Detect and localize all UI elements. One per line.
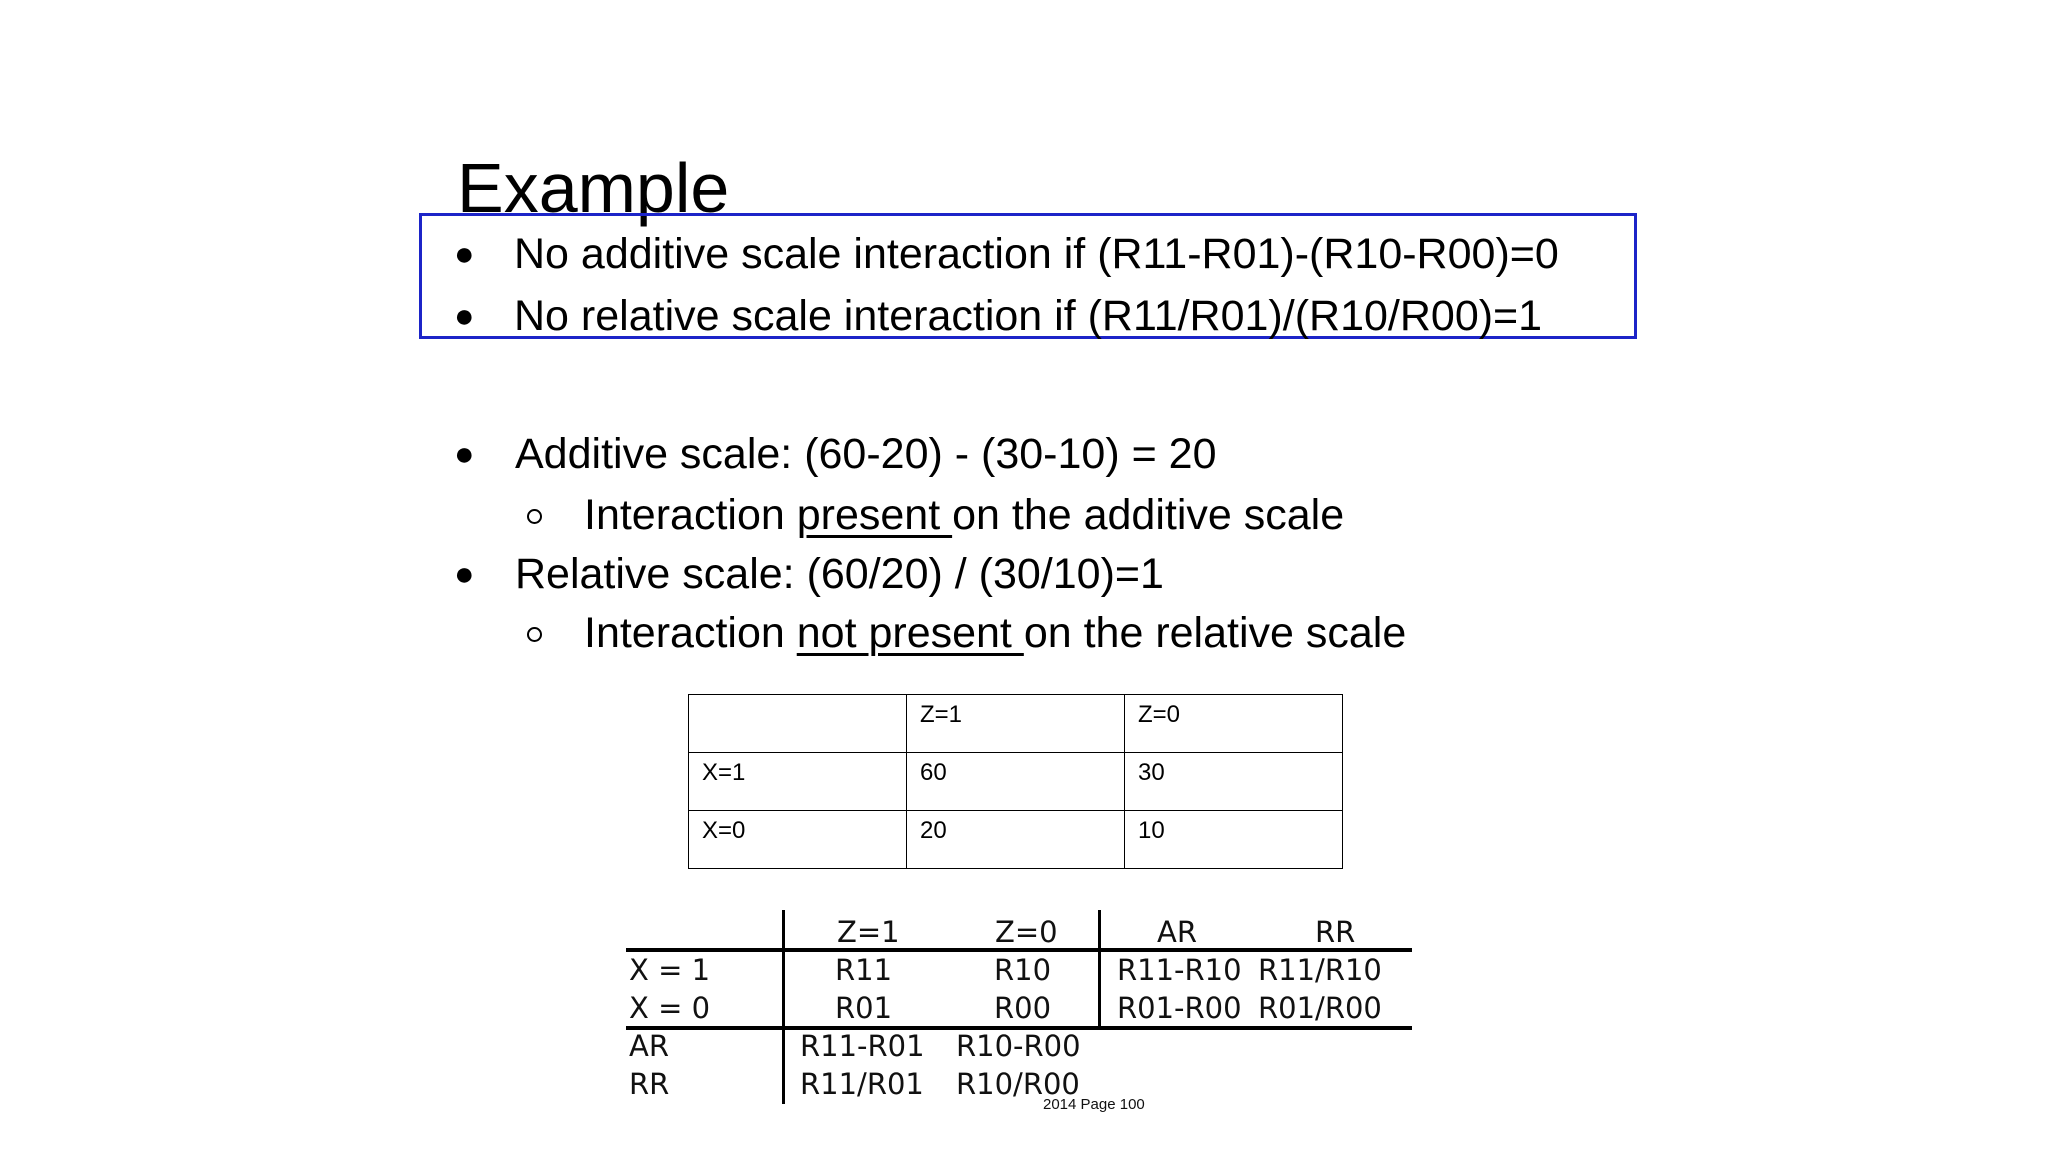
table-cell: R10-R00 <box>956 1029 1081 1063</box>
bullet: ● <box>454 435 475 473</box>
col-header: Z=1 <box>837 915 900 949</box>
col-header: AR <box>1157 915 1197 949</box>
table-cell: R11-R01 <box>800 1029 925 1063</box>
relative-interaction-line <box>584 608 1406 658</box>
table-cell <box>689 695 907 753</box>
table-cell: R01-R00 <box>1117 991 1242 1025</box>
row-label: RR <box>629 1067 670 1101</box>
table-row <box>689 753 1343 811</box>
table-cell: R01 <box>835 991 893 1025</box>
col-header: RR <box>1315 915 1356 949</box>
definition-relative: No relative scale interaction if (R11/R01)/(R10/R00)=1 <box>514 292 1543 340</box>
row-label: X = 1 <box>629 953 711 987</box>
bullet: ● <box>454 297 475 335</box>
table-cell: R11 <box>835 953 893 987</box>
table-row <box>689 695 1343 753</box>
table-cell: 20 <box>907 811 1125 869</box>
table-cell: 60 <box>907 753 1125 811</box>
sub-text-before: Interaction <box>584 609 797 657</box>
table-cell: R11-R10 <box>1117 953 1242 987</box>
table-cell: 10 <box>1125 811 1343 869</box>
ring-bullet <box>527 627 542 642</box>
table-cell: R11/R01 <box>800 1067 924 1101</box>
table-cell: X=0 <box>689 811 907 869</box>
vertical-rule <box>782 910 785 1104</box>
table-cell: X=1 <box>689 753 907 811</box>
table-cell: R11/R10 <box>1258 953 1382 987</box>
bullet: ● <box>454 235 475 273</box>
col-header: Z=0 <box>995 915 1058 949</box>
row-label: X = 0 <box>629 991 711 1025</box>
relative-scale-line: Relative scale: (60/20) / (30/10)=1 <box>515 550 1164 598</box>
definition-additive: No additive scale interaction if (R11-R01)-(R10-R00)=0 <box>514 230 1559 278</box>
emphasis-present: present <box>796 491 953 539</box>
vertical-rule <box>1098 910 1101 1030</box>
bullet: ● <box>454 555 475 593</box>
row-label: AR <box>629 1029 669 1063</box>
additive-scale-line: Additive scale: (60-20) - (30-10) = 20 <box>515 430 1217 478</box>
sub-text-before: Interaction <box>584 491 797 539</box>
sub-text-after: on the additive scale <box>952 491 1345 539</box>
table-cell: R10 <box>994 953 1052 987</box>
risk-notation-table <box>622 904 1412 1104</box>
table-cell: Z=1 <box>907 695 1125 753</box>
table-cell: R01/R00 <box>1258 991 1382 1025</box>
table-cell: R10/R00 <box>956 1067 1080 1101</box>
ring-bullet <box>527 509 542 524</box>
table-cell: R00 <box>994 991 1052 1025</box>
risk-values-table <box>688 694 1343 869</box>
table-cell: Z=0 <box>1125 695 1343 753</box>
table-row <box>689 811 1343 869</box>
emphasis-not-present: not present <box>796 609 1024 657</box>
table-cell: 30 <box>1125 753 1343 811</box>
sub-text-after: on the relative scale <box>1023 609 1407 657</box>
slide-title: Example <box>457 149 730 227</box>
additive-interaction-line <box>584 490 1344 540</box>
page-footer: 2014 Page 100 <box>1043 1096 1145 1113</box>
